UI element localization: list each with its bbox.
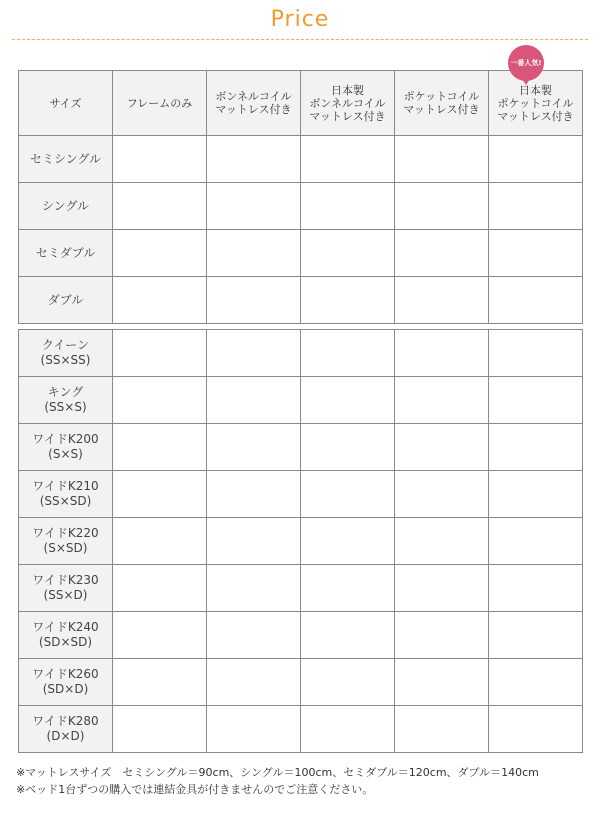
- table-row: [19, 659, 583, 706]
- price-cell: [113, 330, 207, 377]
- price-cell: [301, 136, 395, 183]
- price-cell: [395, 565, 489, 612]
- price-cell: [301, 471, 395, 518]
- price-cell: [395, 424, 489, 471]
- price-cell: [395, 330, 489, 377]
- price-cell: [207, 424, 301, 471]
- price-cell: [113, 706, 207, 753]
- column-header-bonnell: ボンネルコイル マットレス付き: [207, 71, 301, 136]
- price-cell: [207, 565, 301, 612]
- price-cell: [489, 330, 583, 377]
- price-cell: [207, 612, 301, 659]
- table-row: [19, 330, 583, 377]
- price-cell: [395, 471, 489, 518]
- price-cell: [395, 659, 489, 706]
- price-cell: [207, 230, 301, 277]
- price-cell: [113, 565, 207, 612]
- size-label: ワイドK200 (S×S): [19, 424, 113, 471]
- price-cell: [395, 612, 489, 659]
- price-cell: [395, 183, 489, 230]
- price-cell: [489, 424, 583, 471]
- table-row: [19, 706, 583, 753]
- price-cell: [207, 377, 301, 424]
- size-label: クイーン (SS×SS): [19, 330, 113, 377]
- price-cell: [395, 136, 489, 183]
- price-cell: [113, 612, 207, 659]
- header-divider: [12, 39, 588, 40]
- price-cell: [489, 518, 583, 565]
- price-cell: [301, 377, 395, 424]
- price-cell: [207, 330, 301, 377]
- price-cell: [395, 277, 489, 324]
- size-label: ワイドK230 (SS×D): [19, 565, 113, 612]
- size-label: ダブル: [19, 277, 113, 324]
- size-label: セミシングル: [19, 136, 113, 183]
- price-cell: [301, 706, 395, 753]
- price-cell: [489, 136, 583, 183]
- notes: [16, 764, 588, 798]
- price-cell: [113, 377, 207, 424]
- price-cell: [113, 518, 207, 565]
- table-row: [19, 277, 583, 324]
- size-label: セミダブル: [19, 230, 113, 277]
- size-label: ワイドK210 (SS×SD): [19, 471, 113, 518]
- price-cell: [301, 518, 395, 565]
- price-cell: [489, 706, 583, 753]
- price-cell: [301, 277, 395, 324]
- size-label: ワイドK280 (D×D): [19, 706, 113, 753]
- price-cell: [207, 277, 301, 324]
- size-label: シングル: [19, 183, 113, 230]
- price-cell: [395, 377, 489, 424]
- table-header-row: [19, 71, 583, 136]
- page-title: Price: [270, 7, 330, 32]
- price-cell: [489, 612, 583, 659]
- table-row: [19, 377, 583, 424]
- price-cell: [301, 330, 395, 377]
- price-cell: [207, 518, 301, 565]
- price-cell: [301, 183, 395, 230]
- price-cell: [207, 706, 301, 753]
- price-cell: [489, 565, 583, 612]
- price-cell: [113, 230, 207, 277]
- price-cell: [113, 659, 207, 706]
- table-row: [19, 424, 583, 471]
- price-cell: [207, 659, 301, 706]
- size-label: ワイドK240 (SD×SD): [19, 612, 113, 659]
- price-cell: [489, 183, 583, 230]
- table-row: [19, 136, 583, 183]
- table-row: [19, 565, 583, 612]
- page-header: [0, 0, 600, 40]
- price-cell: [113, 136, 207, 183]
- price-table-single: [18, 59, 583, 324]
- table-row: [19, 471, 583, 518]
- table-row: [19, 183, 583, 230]
- price-cell: [301, 612, 395, 659]
- price-cell: [489, 230, 583, 277]
- price-cell: [113, 183, 207, 230]
- note-mattress-size: ※マットレスサイズ セミシングル＝90cm、シングル＝100cm、セミダブル＝120cm、ダブル＝140cm: [16, 766, 539, 779]
- price-cell: [395, 230, 489, 277]
- price-cell: [207, 471, 301, 518]
- column-header-pocket: ポケットコイル マットレス付き: [395, 71, 489, 136]
- price-cell: [489, 471, 583, 518]
- column-header-frame-only: フレームのみ: [113, 71, 207, 136]
- price-cell: [301, 565, 395, 612]
- price-cell: [113, 424, 207, 471]
- price-cell: [207, 136, 301, 183]
- note-connector: ※ベッド1台ずつの購入では連結金具が付きませんのでご注意ください。: [16, 783, 374, 796]
- price-cell: [489, 659, 583, 706]
- price-cell: [395, 518, 489, 565]
- price-cell: [395, 706, 489, 753]
- column-header-japan-bonnell: 日本製 ボンネルコイル マットレス付き: [301, 71, 395, 136]
- price-cell: [301, 230, 395, 277]
- column-header-size: サイズ: [19, 71, 113, 136]
- price-cell: [301, 424, 395, 471]
- size-label: ワイドK220 (S×SD): [19, 518, 113, 565]
- table-row: [19, 612, 583, 659]
- size-label: ワイドK260 (SD×D): [19, 659, 113, 706]
- table-row: [19, 518, 583, 565]
- table-row: [19, 230, 583, 277]
- popular-badge: 一番人気!: [508, 45, 544, 81]
- price-cell: [113, 471, 207, 518]
- size-label: キング (SS×S): [19, 377, 113, 424]
- price-cell: [113, 277, 207, 324]
- price-cell: [207, 183, 301, 230]
- price-table-combined: [18, 329, 583, 753]
- price-cell: [489, 277, 583, 324]
- price-cell: [489, 377, 583, 424]
- column-header-japan-pocket: 一番人気! 日本製 ポケットコイル マットレス付き: [489, 71, 583, 136]
- price-cell: [301, 659, 395, 706]
